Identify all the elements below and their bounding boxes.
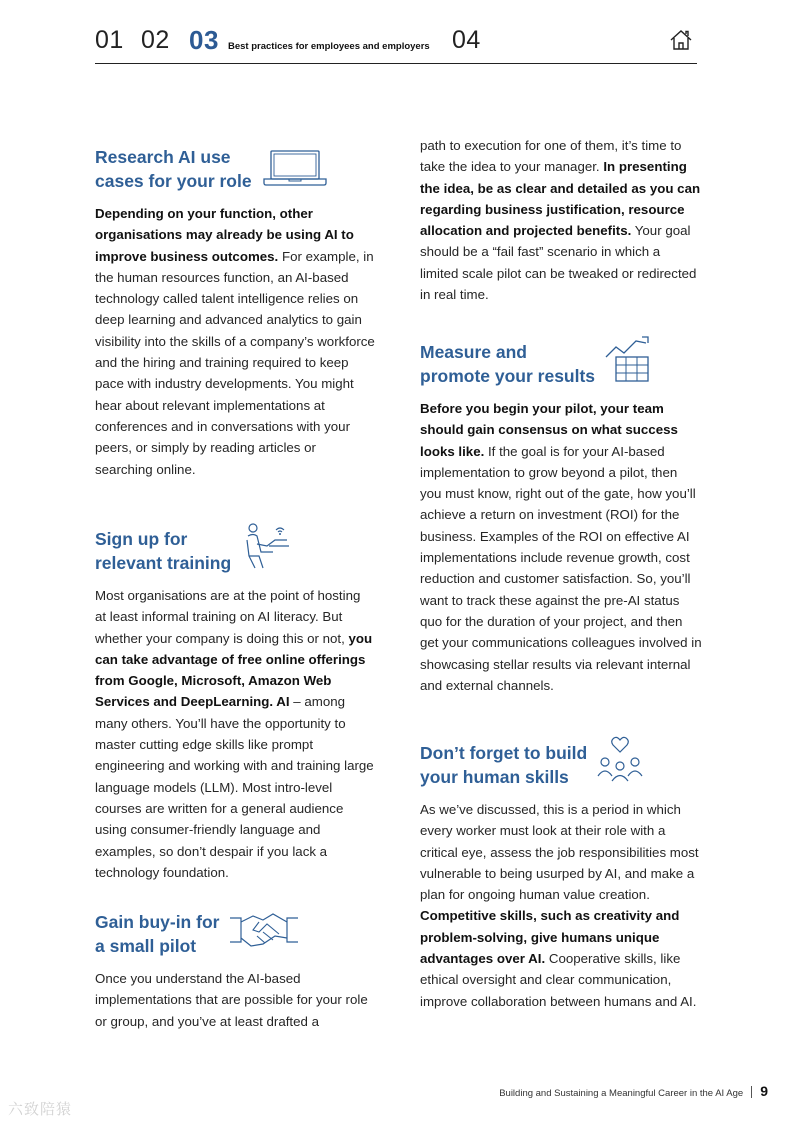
nav-section-01[interactable]: 01 [95,26,124,54]
header-divider [95,63,697,64]
laptop-icon [263,149,327,187]
section-buy-in-continued [420,135,702,305]
page-footer [499,1083,768,1099]
section-body: Depending on your function, other organisations may already be using AI to improve business outcomes. For example, in the human resources function, an AI-based technology called talent intelligence relies on deep learning and advanced analytics to gain visibility into the skills of a company’s workforce and the hiring and training required to keep pace with industry developments. You might hear about relevant implementations at conferences and in conversations with your peers, or simply by reading articles or searching online. [95,206,375,477]
growth-chart-icon [604,335,652,383]
person-at-laptop-icon [243,522,293,570]
section-body: As we’ve discussed, this is a period in which every worker must look at their role with a critical eye, assess the job responsibilities most vulnerable to being usurped by AI, and make a plan for ongoing human value creation. Competitive skills, such as creativity and problem-solving, give humans unique advantages over AI. Cooperative skills, like ethical oversight and clear communication, improve collaboration between humans and AI. [420,802,699,1009]
section-title: Gain buy-in for a small pilot [95,912,220,956]
section-body: Most organisations are at the point of hosting at least informal training on AI literacy. But whether your company is doing this or not, you can take advantage of free online offerings from Google, Microsoft, Amazon Web Services and DeepLearning. AI – among many others. You’ll have the opportunity to master cutting edge skills like prompt engineering and working with and training large language models (LLM). Most intro-level courses are written for a general audience using consumer-friendly language and examples, so don’t despair if you lack a technology foundation. [95,588,374,880]
footer-divider [751,1086,752,1098]
section-research-ai [95,145,375,480]
nav-section-04[interactable]: 04 [452,26,481,54]
page-header [95,26,697,64]
nav-section-02[interactable]: 02 [141,26,170,54]
active-section-caption: Best practices for employees and employers [228,41,430,52]
people-heart-icon [596,736,644,782]
section-title: Research AI use cases for your role [95,147,252,191]
nav-section-03-active[interactable]: 03 [189,25,219,55]
handshake-icon [229,910,299,950]
section-measure [420,340,702,696]
section-title: Measure and promote your results [420,342,596,386]
section-title: Sign up for relevant training [95,529,232,573]
section-body: path to execution for one of them, it’s time to take the idea to your manager. In presenting the idea, be as clear and detailed as you can regarding business justification, resource allocation and projected benefits. Your goal should be a “fail fast” scenario in which a limited scale pilot can be tweaked or redirected in real time. [420,138,701,303]
section-title: Don’t forget to build your human skills [420,743,588,787]
page-number: 9 [760,1083,768,1099]
home-icon[interactable] [669,28,693,52]
watermark: 六致陪猿 [8,1101,73,1118]
section-buy-in [95,910,375,1032]
section-training [95,527,375,883]
section-human-skills [420,741,702,1012]
section-body: Once you understand the AI-based implementations that are possible for your role or group, and you’ve at least drafted a [95,971,368,1029]
section-body: Before you begin your pilot, your team should gain consensus on what success looks like. If the goal is for your AI-based implementation to grow beyond a pilot, then you must know, right out of the gate, how you’ll achieve a return on investment (ROI) for the business. Examples of the ROI on effective AI implementations include revenue growth, cost reduction and customer satisfaction. So, you’ll want to track these against the pre-AI status quo for the duration of your project, and then get your communications colleagues involved in showcasing stellar results via relevant internal and external channels. [420,401,702,693]
report-title: Building and Sustaining a Meaningful Career in the AI Age [499,1088,744,1099]
